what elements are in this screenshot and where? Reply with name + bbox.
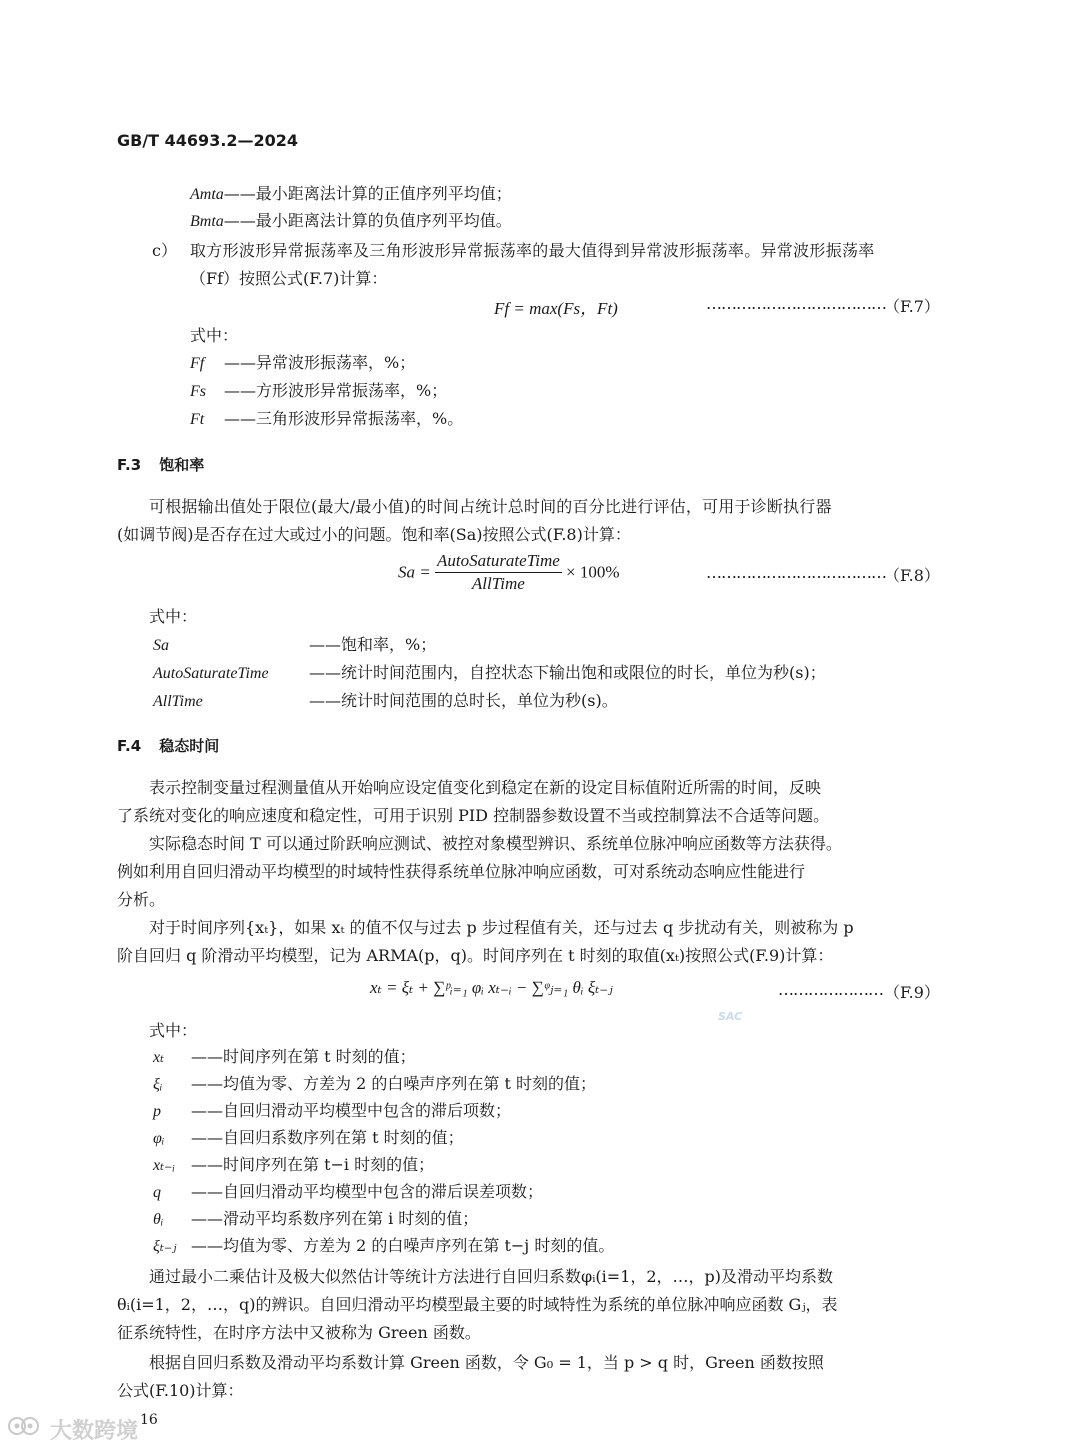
def-xi [153, 1071, 596, 1094]
f4-p2-line3: 分析。 [117, 890, 166, 909]
formula-rhs: × 100% [566, 562, 620, 582]
def-xt-i [153, 1152, 434, 1175]
section-heading-f4 [117, 735, 219, 756]
f4-p2-line1: 实际稳态时间 T 可以通过阶跃响应测试、被控对象模型辨识、系统单位脉冲响应函数等方法获得。 [149, 834, 842, 853]
def-symbol: xₜ [153, 1049, 165, 1066]
section-number: F.3 [117, 456, 142, 474]
f4-p4-line1: 通过最小二乘估计及极大似然估计等统计方法进行自回归系数φᵢ(i=1，2，…，p)及滑动平均系数 [149, 1267, 834, 1286]
f3-paragraph-line2: (如调节阀)是否存在过大或过小的问题。饱和率(Sa)按照公式(F.8)计算： [117, 525, 631, 544]
where-label: 式中： [149, 1021, 198, 1040]
def-symbol: q [153, 1184, 161, 1201]
f4-p3-line2: 阶自回归 q 阶滑动平均模型，记为 ARMA(p，q)。时间序列在 t 时刻的取值(xₜ)按照公式(F.9)计算： [117, 946, 834, 965]
def-symbol: p [153, 1103, 161, 1120]
def-q [153, 1179, 543, 1202]
def-desc: ——统计时间范围的总时长，单位为秒(s)。 [309, 691, 618, 710]
formula-denominator: AllTime [471, 574, 525, 593]
def-theta [153, 1206, 478, 1229]
def-sa [153, 632, 436, 655]
where-label: 式中： [190, 326, 239, 345]
def-symbol: Bmta [190, 213, 224, 230]
def-ft [190, 406, 463, 429]
def-desc: ——均值为零、方差为 2 的白噪声序列在第 t−j 时刻的值。 [191, 1236, 615, 1255]
def-symbol: θᵢ [153, 1211, 164, 1228]
list-label-c: c） [152, 241, 177, 260]
section-title: 稳态时间 [159, 737, 220, 755]
def-desc: ——自回归滑动平均模型中包含的滞后误差项数； [191, 1182, 544, 1201]
f3-paragraph-line1: 可根据输出值处于限位(最大/最小值)的时间占统计总时间的百分比进行评估，可用于诊断执行器 [149, 497, 832, 516]
formula-f7: Ff = max(Fs，Ft) [494, 299, 618, 318]
f4-p1-line2: 了系统对变化的响应速度和稳定性，可用于识别 PID 控制器参数设置不当或控制算法不合适等问题。 [117, 806, 830, 825]
def-symbol: ξᵢ [153, 1076, 163, 1093]
def-desc: ——统计时间范围内，自控状态下输出饱和或限位的时长，单位为秒(s)； [309, 663, 826, 682]
section-title: 饱和率 [159, 456, 205, 474]
def-symbol: φᵢ [153, 1130, 165, 1147]
def-xt [153, 1044, 416, 1067]
def-amta [190, 181, 512, 204]
def-symbol: Amta [190, 186, 224, 203]
formula-f9-leader: ………………… [778, 980, 883, 999]
def-desc: ——滑动平均系数序列在第 i 时刻的值； [191, 1209, 479, 1228]
def-fs [190, 378, 447, 401]
def-p [153, 1098, 511, 1121]
def-symbol: Fs [190, 383, 206, 400]
def-desc: ——方形波形异常振荡率，%； [224, 381, 448, 400]
def-alltime [153, 688, 618, 711]
def-symbol: Ft [190, 411, 205, 428]
formula-f7-leader: ……………………………… [706, 294, 886, 313]
def-symbol: AllTime [153, 693, 203, 710]
formula-f8-tag: （F.8） [884, 566, 940, 585]
def-desc: ——自回归滑动平均模型中包含的滞后项数； [191, 1101, 512, 1120]
list-item-c-line1: 取方形波形异常振荡率及三角形波形异常振荡率的最大值得到异常波形振荡率。异常波形振荡率 [190, 241, 875, 260]
watermark-text: 大数跨境 [50, 1419, 139, 1444]
def-desc: ——时间序列在第 t−i 时刻的值； [191, 1155, 435, 1174]
formula-f8 [398, 551, 620, 594]
section-number: F.4 [117, 737, 142, 755]
def-desc: ——最小距离法计算的负值序列平均值。 [223, 211, 512, 230]
f4-p5-line1: 根据自回归系数及滑动平均系数计算 Green 函数，令 G₀ = 1，当 p > q 时，Green 函数按照 [149, 1353, 824, 1372]
def-desc: ——异常波形振荡率，%； [224, 353, 416, 372]
def-desc: ——时间序列在第 t 时刻的值； [191, 1047, 416, 1066]
section-heading-f3 [117, 454, 204, 475]
def-autosaturatetime [153, 660, 826, 683]
def-symbol: ξₜ₋ⱼ [153, 1238, 177, 1255]
f4-p4-line2: θᵢ(i=1，2，…，q)的辨识。自回归滑动平均模型最主要的时域特性为系统的单位脉冲响应函数 Gⱼ，表 [117, 1295, 838, 1314]
sac-stamp: SAC [718, 1010, 743, 1023]
def-bmta [190, 208, 512, 231]
formula-f9-tag: （F.9） [884, 983, 940, 1002]
def-phi [153, 1125, 464, 1148]
def-desc: ——饱和率，%； [309, 635, 437, 654]
def-symbol: Sa [153, 637, 169, 654]
def-symbol: Ff [190, 355, 205, 372]
f4-p3-line1: 对于时间序列{xₜ}，如果 xₜ 的值不仅与过去 p 步过程值有关，还与过去 q 步扰动有关，则被称为 p [149, 918, 854, 937]
formula-f8-leader: ……………………………… [706, 563, 886, 582]
formula-f7-tag: （F.7） [884, 297, 940, 316]
def-symbol: xₜ₋ᵢ [153, 1157, 176, 1174]
watermark-logo-icon [6, 1412, 46, 1440]
f4-p5-line2: 公式(F.10)计算： [117, 1381, 244, 1400]
formula-fraction [435, 551, 562, 594]
f4-p2-line2: 例如利用自回归滑动平均模型的时域特性获得系统单位脉冲响应函数，可对系统动态响应性能进行 [117, 862, 806, 881]
page-number: 16 [140, 1412, 158, 1428]
where-label: 式中： [149, 607, 198, 626]
def-desc: ——最小距离法计算的正值序列平均值； [223, 184, 512, 203]
formula-f9: xₜ = ξₜ + ∑ᵖᵢ₌₁ φᵢ xₜ₋ᵢ − ∑ᵠⱼ₌₁ θᵢ ξₜ₋ⱼ [370, 978, 613, 997]
def-desc: ——三角形波形异常振荡率，%。 [224, 409, 464, 428]
formula-numerator: AutoSaturateTime [435, 551, 562, 573]
def-symbol: AutoSaturateTime [153, 665, 269, 682]
list-item-c-line2: （Ff）按照公式(F.7)计算： [190, 269, 388, 288]
standard-number: GB/T 44693.2—2024 [117, 131, 299, 150]
f4-p1-line1: 表示控制变量过程测量值从开始响应设定值变化到稳定在新的设定目标值附近所需的时间，反映 [149, 778, 822, 797]
def-desc: ——自回归系数序列在第 t 时刻的值； [191, 1128, 464, 1147]
def-desc: ——均值为零、方差为 2 的白噪声序列在第 t 时刻的值； [191, 1074, 596, 1093]
formula-lhs: Sa = [398, 562, 431, 582]
f4-p4-line3: 征系统特性，在时序方法中又被称为 Green 函数。 [117, 1323, 481, 1342]
def-xi-t-j [153, 1233, 614, 1256]
def-ff [190, 350, 415, 373]
